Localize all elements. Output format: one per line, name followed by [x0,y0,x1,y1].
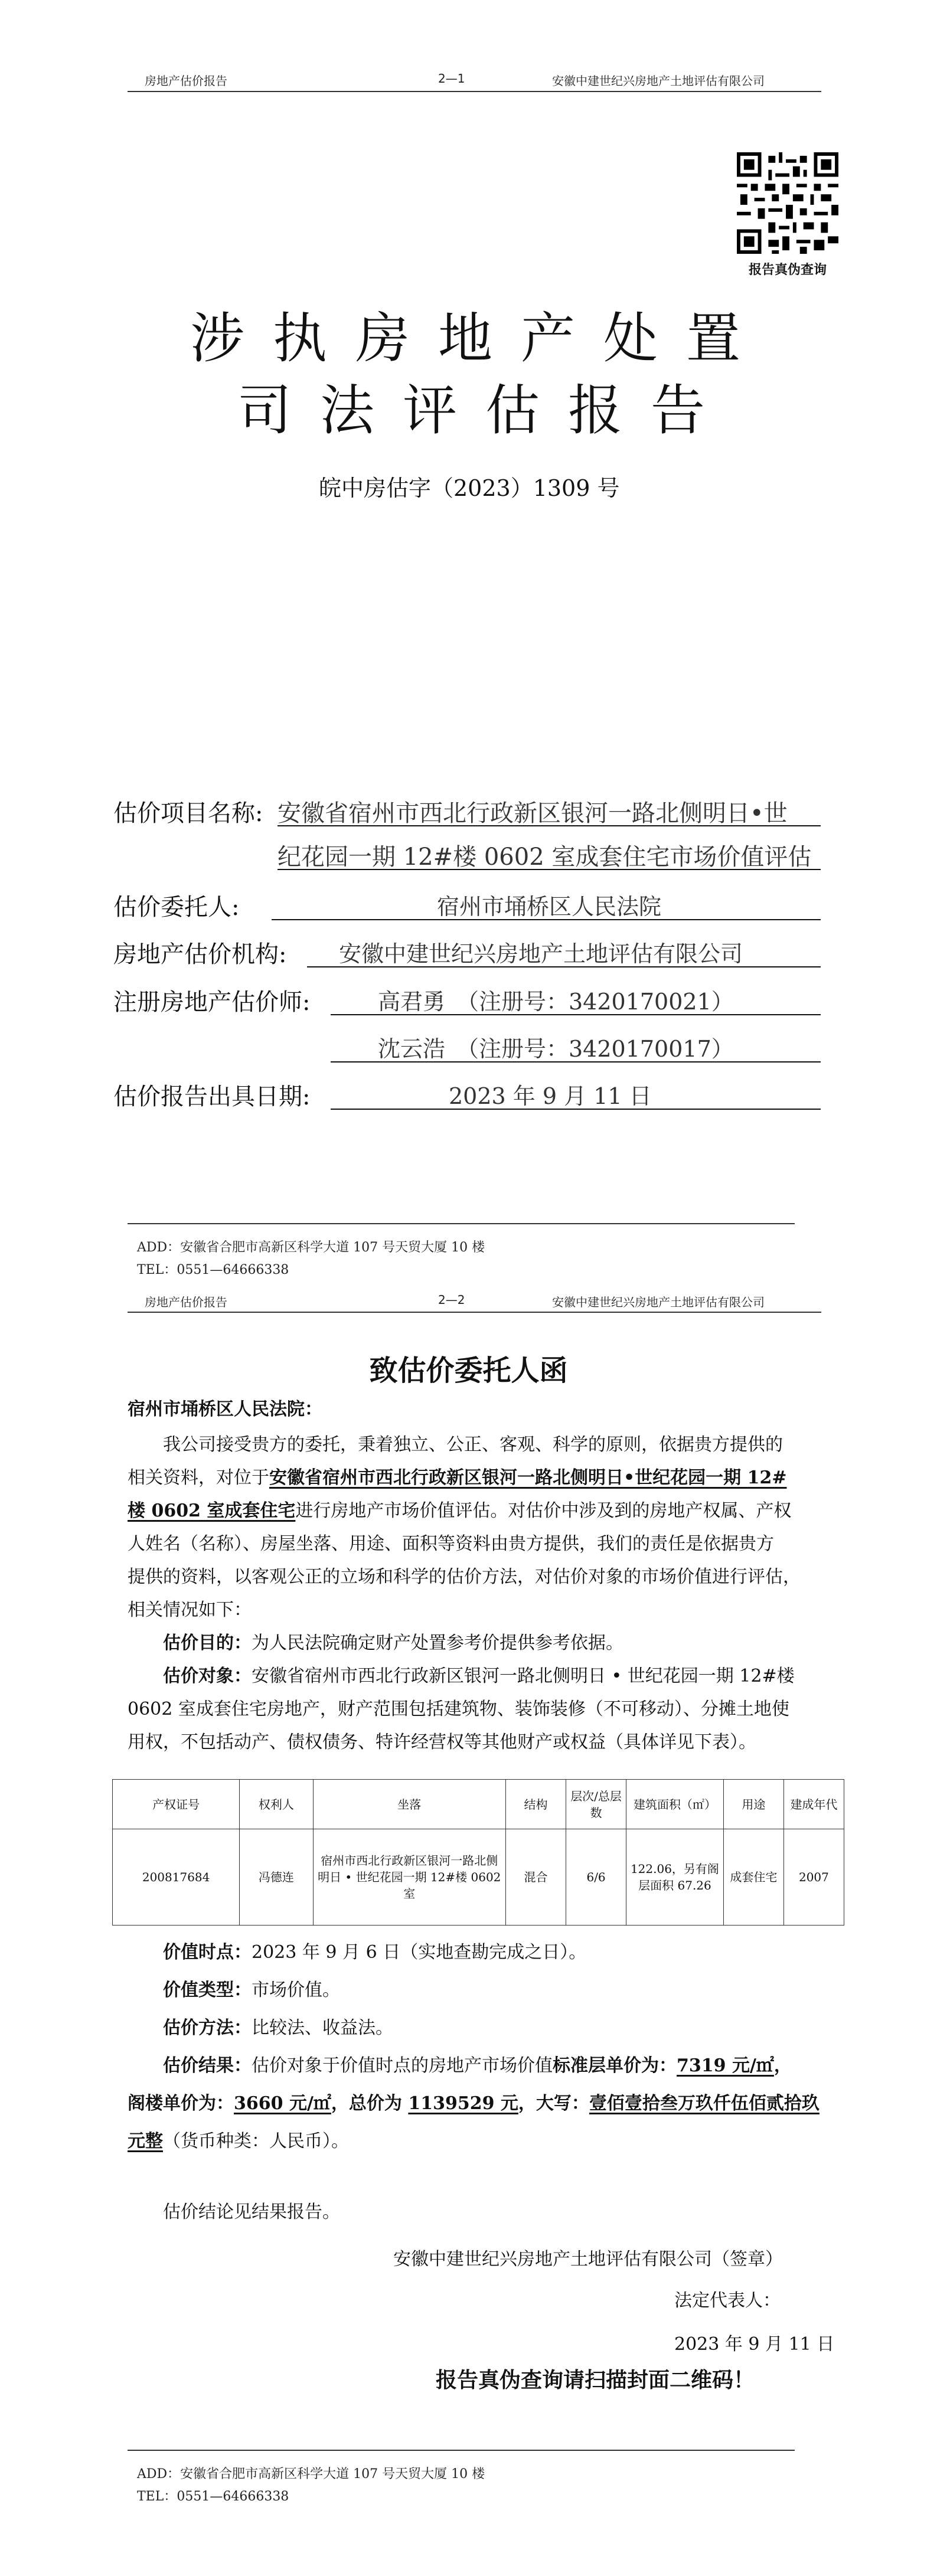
underline [331,1014,821,1015]
qr-caption: 报告真伪查询 [748,263,827,277]
th: 用途 [723,1780,783,1829]
td: 混合 [505,1829,566,1926]
appraiser-2: 沈云浩 （注册号：3420170017） [378,1036,734,1062]
td: 2007 [783,1829,844,1926]
object-line: 0602 室成套住宅房地产，财产范围包括建筑物、装饰装修（不可移动）、分摊土地使 [128,1699,789,1719]
header-page-number: 2—1 [438,71,465,86]
th: 权利人 [240,1780,313,1829]
report-title-line-1: 涉执房地产处置 [190,307,769,370]
underline [331,1061,821,1063]
report-title-line-2: 司法评估报告 [237,379,734,442]
value-time-value: 2023 年 9 月 6 日（实地查勘完成之日）。 [252,1942,587,1963]
para-line [128,1462,842,1495]
underline [277,869,821,870]
object-line: 安徽省宿州市西北行政新区银河一路北侧明日 • 世纪花园一期 12#楼 [252,1666,795,1686]
footer-address: ADD：安徽省合肥市高新区科学大道 107 号天贸大厦 10 楼 [137,2467,485,2482]
property-address-cont: 楼 0602 室成套住宅 [128,1501,296,1521]
letter-title: 致估价委托人函 [369,1354,568,1387]
purpose-value: 为人民法院确定财产处置参考价提供参考依据。 [252,1633,623,1653]
para-line: 提供的资料，以客观公正的立场和科学的估价方法，对估价对象的市场价值进行评估， [128,1567,801,1587]
method-label: 估价方法： [163,2018,252,2038]
table-header-row [113,1780,844,1829]
value-type-value: 市场价值。 [252,1980,340,2000]
project-name-value-line-1: 安徽省宿州市西北行政新区银河一路北侧明日•世 [277,800,788,827]
object-line: 用权，不包括动产、债权债务、特许经营权等其他财产或权益（具体详见下表）。 [128,1732,756,1753]
legal-representative: 法定代表人： [674,2290,781,2311]
object-label: 估价对象： [163,1666,252,1686]
client-value: 宿州市埇桥区人民法院 [437,894,662,920]
signature-company: 安徽中建世纪兴房地产土地评估有限公司（签章） [393,2249,783,2270]
underline [307,966,821,967]
text: 标准层单价为： [553,2055,677,2076]
report-number: 皖中房估字（2023）1309 号 [319,475,620,501]
attic-unit-price: 3660 元/㎡ [234,2093,331,2114]
footer-tel: TEL：0551—64666338 [137,2489,289,2504]
para-line: 人姓名（名称）、房屋坐落、用途、面积等资料由贵方提供，我们的责任是依据贵方 [128,1534,774,1554]
appraiser-label: 注册房地产估价师: [113,989,311,1016]
value-type-row [163,1974,340,2007]
report-date-label: 估价报告出具日期: [113,1083,311,1110]
total-price-capital-end: 元整 [128,2131,163,2152]
total-price: 1139529 元 [408,2093,518,2114]
purpose-label: 估价目的： [163,1633,252,1653]
footer-rule [128,1223,795,1224]
footer-tel: TEL：0551—64666338 [137,1263,289,1277]
text: ，总价为 [331,2093,409,2114]
para-line [128,1495,842,1528]
addressee: 宿州市埇桥区人民法院： [128,1399,322,1420]
underline [331,1109,821,1110]
underline [272,919,821,920]
total-price-capital: 壹佰壹拾叁万玖仟伍佰贰拾玖 [589,2093,820,2114]
th: 建筑面积（㎡） [626,1780,724,1829]
qr-code-icon[interactable] [737,152,838,254]
th: 建成年代 [783,1780,844,1829]
purpose-row [163,1627,623,1660]
td: 冯德连 [240,1829,313,1926]
project-name-value-line-2: 纪花园一期 12#楼 0602 室成套住宅市场价值评估 [277,844,812,871]
header-left: 房地产估价报告 [145,1295,227,1309]
td: 6/6 [566,1829,626,1926]
header-left: 房地产估价报告 [145,74,227,88]
conclusion: 估价结论见结果报告。 [163,2202,340,2222]
value-time-row [163,1936,586,1969]
td: 200817684 [113,1829,240,1926]
td: 宿州市西北行政新区银河一路北侧明日 • 世纪花园一期 12#楼 0602 室 [313,1829,505,1926]
th: 结构 [505,1780,566,1829]
property-address: 安徽省宿州市西北行政新区银河一路北侧明日•世纪花园一期 12# [269,1467,787,1488]
method-value: 比较法、收益法。 [252,2018,393,2038]
th: 层次/总层数 [566,1780,626,1829]
underline [277,825,821,826]
td: 122.06，另有阁层面积 67.26 [626,1829,724,1926]
result-label: 估价结果： [163,2055,252,2076]
th: 产权证号 [113,1780,240,1829]
para-line: 相关情况如下： [128,1600,252,1620]
td: 成套住宅 [723,1829,783,1926]
footer-rule [128,2450,795,2451]
value-time-label: 价值时点： [163,1942,252,1963]
text: 估价对象于价值时点的房地产市场价值 [252,2055,553,2076]
client-label: 估价委托人: [113,894,240,921]
signature-date: 2023 年 9 月 11 日 [674,2334,835,2355]
table-row [113,1829,844,1926]
appraiser-1: 高君勇 （注册号：3420170021） [378,989,734,1015]
object-paragraph [128,1660,842,1759]
text: ， [773,2055,792,2076]
header-page-number: 2—2 [438,1293,465,1307]
text: ，大写： [518,2093,589,2114]
text: 阁楼单价为： [128,2093,234,2114]
header-right: 安徽中建世纪兴房地产土地评估有限公司 [552,74,765,88]
report-date-value: 2023 年 9 月 11 日 [449,1083,652,1109]
text: （货币种类：人民币）。 [163,2131,349,2152]
header-rule [128,1312,821,1313]
para-line: 我公司接受贵方的委托，秉着独立、公正、客观、科学的原则，依据贵方提供的 [163,1434,783,1455]
agency-label: 房地产估价机构: [113,941,287,968]
th: 坐落 [313,1780,505,1829]
method-row [163,2012,393,2045]
agency-value: 安徽中建世纪兴房地产土地评估有限公司 [339,941,743,967]
authenticity-notice: 报告真伪查询请扫描封面二维码！ [436,2368,755,2392]
text: 相关资料，对位于 [128,1467,269,1488]
footer-address: ADD：安徽省合肥市高新区科学大道 107 号天贸大厦 10 楼 [137,1240,485,1255]
intro-paragraph [128,1428,842,1627]
value-type-label: 价值类型： [163,1980,252,2000]
property-table [112,1779,844,1926]
project-name-label: 估价项目名称: [113,800,263,827]
result-paragraph [128,2049,848,2158]
text: 进行房地产市场价值评估。对估价中涉及到的房地产权属、产权 [295,1501,792,1521]
header-right: 安徽中建世纪兴房地产土地评估有限公司 [552,1295,765,1309]
standard-unit-price: 7319 元/㎡ [677,2055,774,2076]
header-rule [128,91,821,92]
